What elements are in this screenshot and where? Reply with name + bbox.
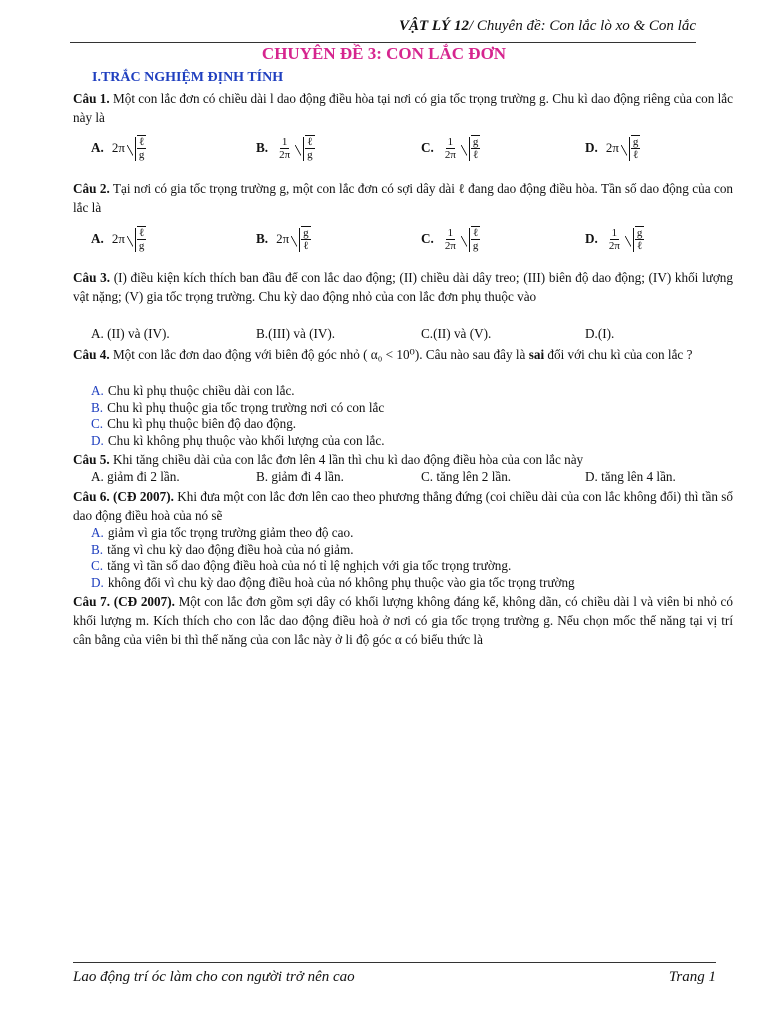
question-2-number: Câu 2. (73, 181, 110, 196)
q6-b-text: tăng vì chu kỳ dao động điều hoà của nó giảm. (107, 541, 354, 557)
q1-option-c[interactable] (421, 133, 481, 163)
question-5-options (91, 469, 731, 487)
q4-option-d[interactable] (91, 433, 731, 450)
question-5-number: Câu 5. (73, 452, 110, 467)
q2-c-num: 1 (447, 226, 454, 239)
q2-option-a[interactable] (91, 224, 147, 254)
q4-d-text: Chu kì không phụ thuộc vào khối lượng của con lắc. (107, 432, 385, 448)
q1-c-num: 1 (447, 135, 454, 148)
question-2-text: Tại nơi có gia tốc trọng trường g, một con lắc đơn có sợi dây dài ℓ đang dao động điều hòa. Tần số dao động của con lắc là (73, 181, 734, 215)
q1-a-num: ℓ (139, 136, 145, 148)
question-4-options (91, 383, 731, 449)
question-1 (73, 89, 733, 127)
q2-option-b[interactable] (256, 224, 312, 254)
q5-option-d[interactable]: D. tăng lên 4 lần. (585, 469, 676, 484)
question-1-number: Câu 1. (73, 91, 110, 106)
question-4-text-1: Một con lắc đơn dao động với biên độ góc nhỏ ( α₀ < 10⁰). Câu nào sau đây là (109, 347, 529, 362)
question-6-options (91, 525, 731, 591)
q4-c-label: C. (91, 416, 104, 431)
q6-c-label: C. (91, 558, 104, 573)
q2-d-rden: ℓ (637, 240, 643, 252)
q1-b-den: 2π (279, 148, 291, 161)
q2-b-coef: 2π (276, 231, 290, 246)
question-2 (73, 179, 733, 217)
question-6-text: Khi đưa một con lắc đơn lên cao theo phương thẳng đứng (coi chiều dài của con lắc không đổi) thì tần số dao động điều hoà của nó sẽ (73, 489, 733, 523)
question-3-options (91, 326, 731, 344)
header-topic: / Chuyên đề: Con lắc lò xo & Con lắc (468, 18, 696, 34)
q4-b-label: B. (91, 399, 104, 415)
q4-b-text: Chu kì phụ thuộc gia tốc trọng trường nơi có con lắc (107, 399, 385, 415)
question-5 (73, 450, 733, 469)
q1-option-c-label: C. (421, 140, 434, 155)
q2-option-c[interactable] (421, 224, 481, 254)
q1-option-d[interactable] (585, 133, 641, 163)
page-header (70, 18, 696, 43)
q3-option-d[interactable]: D.(I). (585, 326, 615, 341)
q6-option-c[interactable] (91, 558, 731, 575)
q1-option-a-label: A. (91, 140, 104, 155)
question-7-text: Một con lắc đơn gồm sợi dây có khối lượng không đáng kể, không dãn, có chiều dài l và viên bi nhỏ có khối lượng m. Kích thích cho con lắc dao động điều hoà ở nơi có gia tốc trọng trường g. Nếu chọn mốc thế năng tại vị trí cân bằng của viên bi thì thế năng của con lắc này ở li độ góc α có biểu thức là (73, 594, 733, 647)
q2-d-num: 1 (611, 226, 618, 239)
q2-b-num: g (303, 227, 309, 239)
q4-c-text: Chu kì phụ thuộc biên độ dao động. (107, 416, 297, 431)
q4-a-text: Chu kì phụ thuộc chiều dài con lắc. (107, 383, 295, 398)
header-subject: VẬT LÝ 12 (398, 18, 469, 34)
q4-option-a[interactable] (91, 383, 731, 400)
q5-option-c[interactable]: C. tăng lên 2 lần. (421, 469, 512, 484)
q6-option-b[interactable] (91, 542, 731, 559)
q6-a-label: A. (91, 525, 104, 540)
q1-c-rnum: g (472, 136, 479, 148)
q1-a-den: g (138, 149, 145, 161)
question-5-text: Khi tăng chiều dài của con lắc đơn lên 4 lần thì chu kì dao động điều hòa của con lắc này (109, 452, 584, 467)
q2-c-den: 2π (444, 239, 456, 252)
q2-b-den: ℓ (303, 240, 309, 252)
q3-option-c[interactable]: C.(II) và (V). (421, 326, 492, 341)
q2-a-coef: 2π (111, 231, 125, 246)
q4-option-b[interactable] (91, 400, 731, 417)
q5-option-b[interactable]: B. giảm đi 4 lần. (256, 469, 344, 484)
q2-option-c-label: C. (421, 231, 434, 246)
question-3 (73, 268, 733, 306)
q2-c-rnum: ℓ (473, 227, 479, 239)
q1-b-rnum: ℓ (307, 136, 313, 148)
q1-option-b[interactable] (256, 133, 316, 163)
question-3-number: Câu 3. (73, 270, 111, 285)
q6-d-label: D. (91, 574, 104, 590)
q1-option-a[interactable] (91, 133, 147, 163)
page-title: CHUYÊN ĐỀ 3: CON LẮC ĐƠN (261, 44, 507, 63)
question-7 (73, 592, 733, 649)
q6-c-text: tăng vì tần số dao động điều hoà của nó tỉ lệ nghịch với gia tốc trọng trường. (107, 558, 512, 573)
q6-b-label: B. (91, 541, 104, 557)
q6-option-d[interactable] (91, 575, 731, 592)
q1-option-d-label: D. (585, 140, 598, 155)
question-2-options (91, 224, 731, 254)
q6-option-a[interactable] (91, 525, 731, 542)
page-number: Trang 1 (668, 969, 716, 985)
q2-d-den: 2π (608, 239, 620, 252)
question-4-emphasis: sai (528, 347, 545, 362)
q1-c-den: 2π (444, 148, 456, 161)
q3-option-a[interactable]: A. (II) và (IV). (91, 326, 170, 341)
question-6-number: Câu 6. (CĐ 2007). (73, 489, 174, 504)
q4-d-label: D. (91, 432, 104, 448)
q2-d-rnum: g (636, 227, 643, 239)
question-7-number: Câu 7. (CĐ 2007). (73, 594, 175, 609)
q4-option-c[interactable] (91, 416, 731, 433)
question-1-options (91, 133, 731, 163)
q6-d-text: không đổi vì chu kỳ dao động điều hoà của nó không phụ thuộc vào gia tốc trọng trường (107, 574, 575, 590)
q2-option-a-label: A. (91, 231, 104, 246)
question-4 (73, 345, 733, 364)
section-heading: I.TRẮC NGHIỆM ĐỊNH TÍNH (92, 70, 284, 85)
page-footer (73, 962, 716, 986)
q2-a-num: ℓ (139, 227, 145, 239)
q4-a-label: A. (91, 383, 104, 398)
q1-option-b-label: B. (256, 140, 269, 155)
q3-option-b[interactable]: B.(III) và (IV). (256, 326, 336, 341)
question-4-number: Câu 4. (73, 347, 110, 362)
q2-a-den: g (138, 240, 145, 252)
q1-a-coef: 2π (111, 140, 125, 155)
q1-d-den: ℓ (633, 149, 639, 161)
question-1-text: Một con lắc đơn có chiều dài l dao động điều hòa tại nơi có gia tốc trọng trường g. Chu kì dao động riêng của con lắc này là (73, 91, 733, 125)
q2-option-d-label: D. (585, 231, 598, 246)
q1-c-rden: ℓ (473, 149, 479, 161)
question-3-text: (I) điều kiện kích thích ban đầu để con lắc dao động; (II) chiều dài dây treo; (III) biên độ dao động; (IV) khối lượng vật nặng; (V) gia tốc trọng trường. Chu kỳ dao động nhỏ của con lắc đơn phụ thuộc vào (73, 270, 733, 304)
question-6 (73, 487, 733, 525)
q5-option-a[interactable]: A. giảm đi 2 lần. (91, 469, 180, 484)
q2-option-d[interactable] (585, 224, 645, 254)
q2-c-rden: g (472, 240, 479, 252)
footer-quote: Lao động trí óc làm cho con người trở nên cao (73, 969, 355, 985)
question-4-text-2: đối với chu kì của con lắc ? (544, 347, 693, 362)
q1-d-num: g (632, 136, 639, 148)
q6-a-text: giảm vì gia tốc trọng trường giảm theo độ cao. (107, 525, 354, 540)
q1-b-rden: g (307, 149, 313, 161)
q2-option-b-label: B. (256, 231, 269, 246)
q1-b-num: 1 (281, 135, 288, 148)
q1-d-coef: 2π (605, 140, 619, 155)
